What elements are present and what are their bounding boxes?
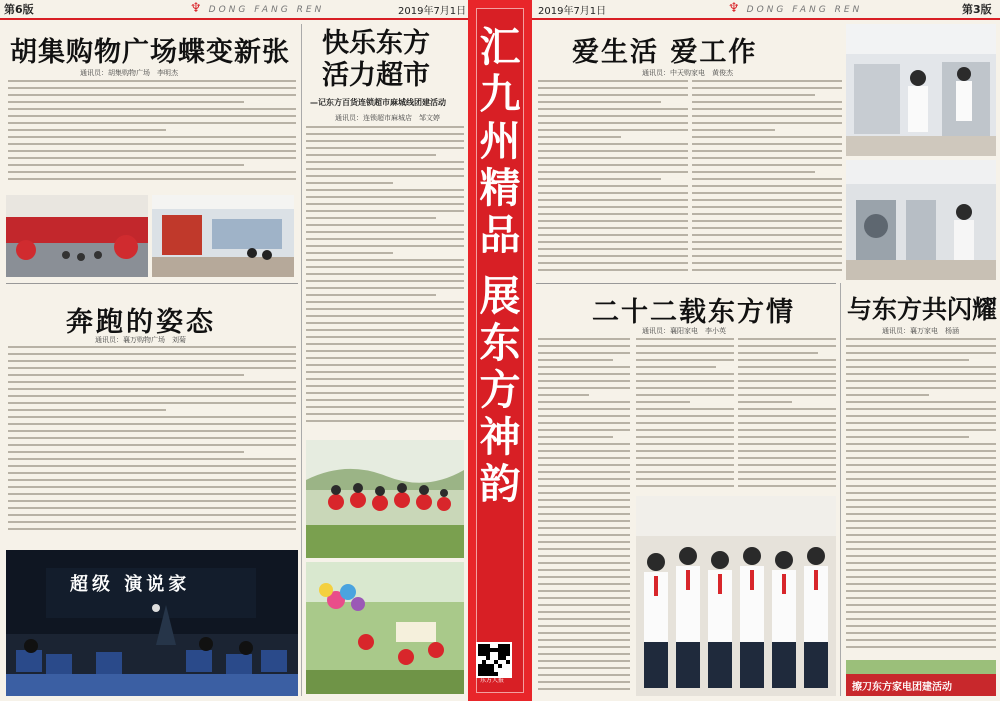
spine-character: 九 [479,70,521,118]
article-title: 与东方共闪耀 [847,295,998,324]
spine-character: 汇 [479,23,521,71]
article-title: 奔跑的姿态 [66,307,216,338]
sales-staff-photo [846,24,996,156]
article-body [738,338,836,492]
article-title: 胡集购物广场蝶变新张 [10,37,290,68]
qr-code[interactable] [476,642,512,678]
article-title: 爱生活 爱工作 [572,37,758,68]
spine-slogan-text [468,24,532,508]
article-title: 快乐东方 活力超市 [322,28,430,91]
right-page [532,0,1000,701]
section-divider [536,283,836,284]
qr-module [498,664,502,668]
article-byline: 通讯员：襄万家电 杨涵 [882,327,959,335]
masthead-logo: ♆ DONG FANG REN [728,1,863,16]
spine-character: 东 [479,319,521,367]
left-page [0,0,468,701]
spine-character: 精 [479,164,521,212]
team-banner-photo [846,660,996,696]
banner-text: 擦刀东方家电团建活动 [852,682,952,693]
spine-character: 展 [479,272,521,320]
stage-banner-text: 超级 演说家 [70,574,191,595]
qr-module [494,672,498,676]
staff-group-photo [636,496,836,696]
spine-character: 神 [479,413,521,461]
article-body [846,338,996,658]
qr-module [506,652,510,656]
article-byline: 通讯员：中天购家电 黄俊杰 [642,69,733,77]
masthead-logo: ♆ DONG FANG REN [190,1,325,16]
store-interior-photo [152,195,294,277]
page-date: 2019年7月1日 [538,6,607,17]
column-divider [301,24,302,696]
article-body [306,126,464,436]
spine-character: 方 [479,366,521,414]
spine-slogan [468,24,532,508]
right-header [532,0,1000,20]
article-body [636,338,734,492]
article-body [538,338,630,696]
article-body [8,346,296,544]
article-byline: 通讯员：连锁超市麻城店 邹文婷 [335,114,440,122]
qr-label: 东方人报 [479,677,504,684]
left-header [0,0,468,20]
article-subtitle: —记东方百货连锁超市麻城线团建活动 [310,98,446,107]
spine-gap [468,259,532,273]
store-opening-photo [6,195,148,277]
page-number: 第6版 [4,3,34,16]
speech-contest-photo [6,550,298,696]
logo-mark-icon: ♆ [190,1,205,16]
article-byline: 通讯员：襄万购物广场 刘菊 [95,336,186,344]
section-divider [6,283,298,284]
center-spine [468,0,532,701]
page-date: 2019年7月1日 [398,6,467,17]
balloon-activity-photo [306,562,464,694]
column-divider [840,283,841,696]
appliance-demo-photo [846,160,996,280]
qr-module [486,656,490,660]
page-number: 第3版 [962,3,992,16]
spine-character: 品 [479,211,521,259]
article-body [8,80,296,192]
logo-mark-icon: ♆ [728,1,743,16]
article-byline: 通讯员：襄阳家电 李小英 [642,327,726,335]
article-byline: 通讯员：胡集购物广场 李明杰 [80,69,178,77]
qr-module [506,660,510,664]
team-building-photo [306,440,464,558]
article-body [692,80,842,280]
article-title: 二十二载东方情 [592,297,795,328]
article-body [538,80,688,280]
spine-character: 韵 [479,460,521,508]
spine-character: 州 [479,117,521,165]
